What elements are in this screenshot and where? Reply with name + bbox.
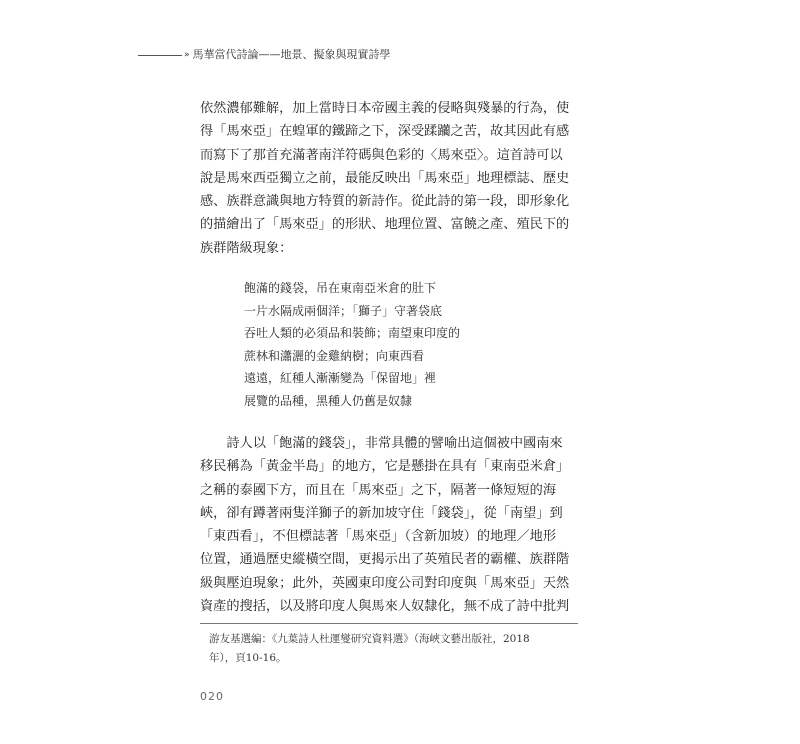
book-title: 馬華當代詩論——地景、擬象與現實詩學 bbox=[192, 48, 391, 61]
paragraph-1 bbox=[200, 97, 578, 260]
text-line: 而寫下了那首充滿著南洋符碼與色彩的〈馬來亞〉。這首詩可以 bbox=[200, 147, 563, 163]
text-line: 得「馬來亞」在蝗軍的鐵蹄之下，深受蹂躪之苦，故其因此有感 bbox=[200, 124, 570, 140]
text-line: 峽，卻有蹲著兩隻洋獅子的新加坡守住「錢袋」，從「南望」到 bbox=[200, 505, 563, 521]
text-line: 資產的搜括，以及將印度人與馬來人奴隸化，無不成了詩中批判 bbox=[200, 599, 570, 615]
text-line: 之稱的泰國下方，而且在「馬來亞」之下，隔著一條短短的海 bbox=[200, 482, 557, 498]
double-chevron-right-icon: » bbox=[184, 50, 188, 60]
text-line: 位置，通過歷史縱橫空間，更揭示出了英殖民者的霸權、族群階 bbox=[200, 552, 570, 568]
footnote-line: 年），頁10-16。 bbox=[209, 652, 287, 664]
text-line: 級與壓迫現象；此外，英國東印度公司對印度與「馬來亞」天然 bbox=[200, 575, 570, 591]
footnote-line: 游友基選編：《九葉詩人杜運燮研究資料選》（海峽文藝出版社，2018 bbox=[209, 633, 530, 645]
text-line: 說是馬來西亞獨立之前，最能反映出「馬來亞」地理標誌、歷史 bbox=[200, 170, 570, 186]
paragraph-2 bbox=[200, 432, 578, 618]
poem-line: 一片水隔成兩個洋；「獅子」守著袋底 bbox=[244, 303, 443, 318]
text-line: 「東西看」，不但標誌著「馬來亞」（含新加坡）的地理／地形 bbox=[200, 529, 557, 545]
header-rule bbox=[138, 55, 182, 56]
text-line: 感、族群意識與地方特質的新詩作。從此詩的第一段，即形象化 bbox=[200, 194, 570, 210]
text-line: 族群階級現象： bbox=[200, 240, 293, 256]
footnote bbox=[209, 630, 579, 668]
poem-line: 蔗林和瀟灑的金雞納樹；向東西看 bbox=[244, 348, 425, 363]
poem-line: 展覽的品種，黑種人仍舊是奴隸 bbox=[244, 393, 413, 408]
poem-quote bbox=[244, 277, 460, 413]
text-line: 的描繪出了「馬來亞」的形狀、地理位置、富饒之產、殖民下的 bbox=[200, 217, 570, 233]
page-number: 020 bbox=[200, 690, 224, 703]
running-header bbox=[138, 47, 391, 63]
poem-line: 遠遠，紅種人漸漸變為「保留地」裡 bbox=[244, 371, 437, 386]
poem-line: 飽滿的錢袋，吊在東南亞米倉的肚下 bbox=[244, 281, 437, 295]
text-line: 詩人以「飽滿的錢袋」，非常具體的譬喻出這個被中國南來 bbox=[200, 436, 563, 451]
poem-line: 吞吐人類的必須品和裝飾；南望東印度的 bbox=[244, 326, 461, 341]
text-line: 依然濃郁難解，加上當時日本帝國主義的侵略與殘暴的行為，使 bbox=[200, 101, 570, 116]
footnote-divider bbox=[200, 623, 578, 624]
text-line: 移民稱為「黃金半島」的地方，它是懸掛在具有「東南亞米倉」 bbox=[200, 459, 570, 475]
